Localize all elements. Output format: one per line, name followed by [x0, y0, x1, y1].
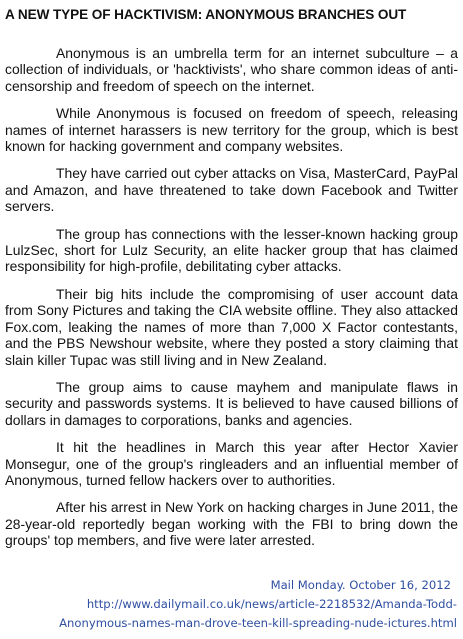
source-url-line-2[interactable]: Anonymous-names-man-drove-teen-kill-spreading-nude-ictures.html: [59, 616, 457, 630]
headline: A NEW TYPE OF HACKTIVISM: ANONYMOUS BRANCHES OUT: [5, 7, 407, 22]
source-credit: [59, 576, 457, 633]
source-url-line-1[interactable]: http://www.dailymail.co.uk/news/article-2218532/Amanda-Todd-: [86, 597, 457, 611]
paragraph-2: While Anonymous is focused on freedom of speech, releasing names of internet harassers is new territory for the group, which is best known for hacking government and company websites.: [5, 105, 458, 155]
article-body: [5, 45, 458, 549]
source-date: Mail Monday. October 16, 2012: [270, 578, 451, 592]
paragraph-1: Anonymous is an umbrella term for an internet subculture – a collection of individuals, or 'hacktivists', who share common ideas of anti-censorship and freedom of speech on the internet.: [5, 45, 458, 94]
paragraph-7: It hit the headlines in March this year after Hector Xavier Monsegur, one of the group's ringleaders and an influential member of Anonymous, turned fellow hackers over to authorities.: [5, 439, 458, 488]
paragraph-8: After his arrest in New York on hacking charges in June 2011, the 28-year-old reportedly began working with the FBI to bring down the groups' top members, and five were later arrested.: [5, 499, 458, 549]
paragraph-6: The group aims to cause mayhem and manipulate flaws in security and passwords systems. It is believed to have caused billions of dollars in damages to corporations, banks and agencies.: [5, 378, 458, 428]
paragraph-3: They have carried out cyber attacks on Visa, MasterCard, PayPal and Amazon, and have threatened to take down Facebook and Twitter servers.: [5, 165, 458, 215]
paragraph-4: The group has connections with the lesser-known hacking group LulzSec, short for Lulz Security, an elite hacker group that has claimed responsibility for high-profile, debilitating cyber attacks.: [5, 225, 458, 275]
paragraph-5: Their big hits include the compromising of user account data from Sony Pictures and taking the CIA website offline. They also attacked Fox.com, leaking the names of more than 7,000 X Factor contestants, and the PBS Newshour website, where they posted a story claiming that slain killer Tupac was still living and in New Zealand.: [5, 285, 458, 368]
